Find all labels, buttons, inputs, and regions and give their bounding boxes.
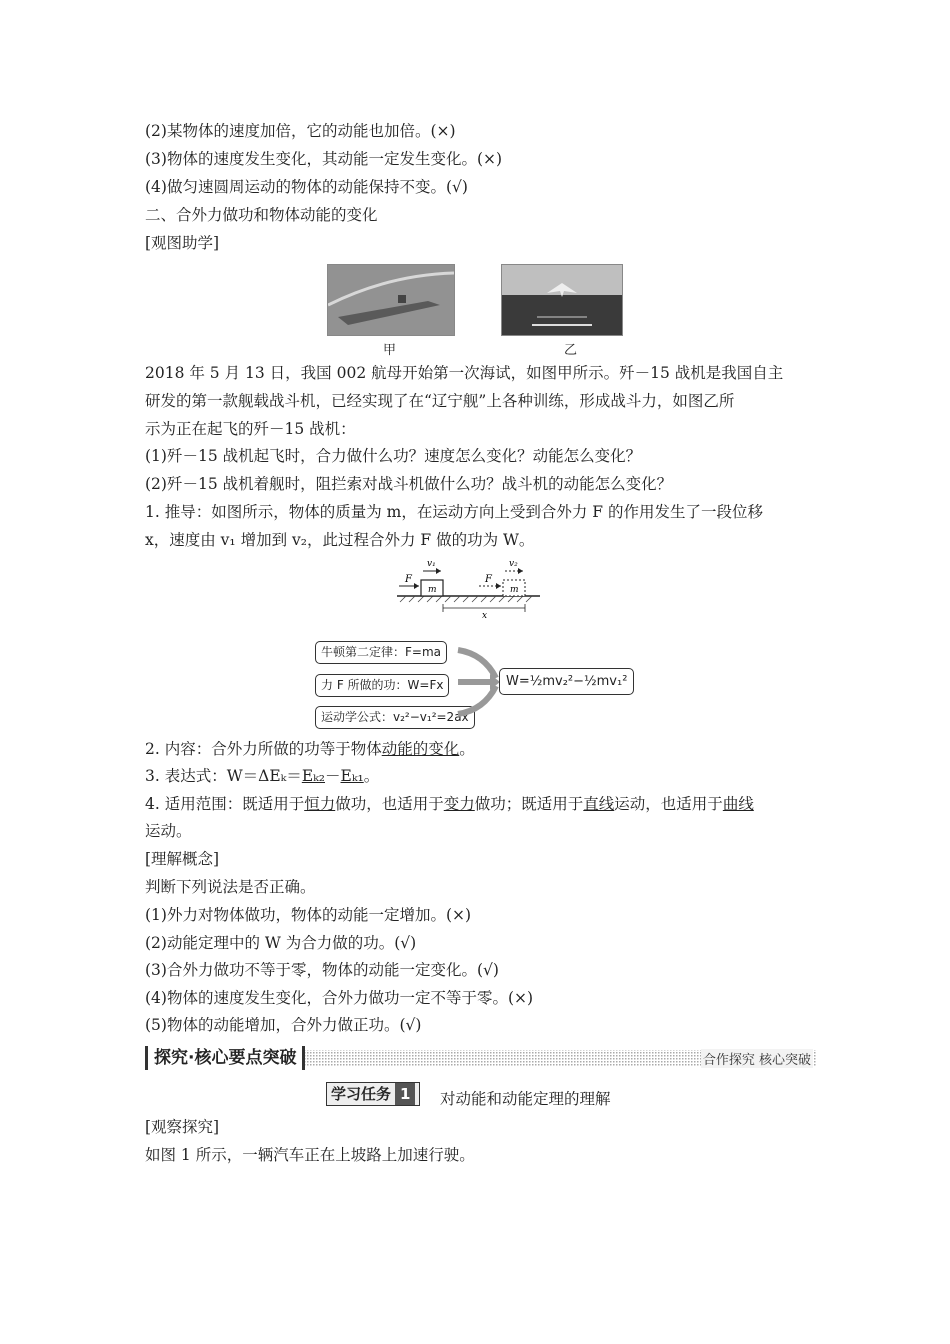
judge-instruction: 判断下列说法是否正确。 [145,878,316,896]
content-line [145,739,475,759]
question-1: (1)歼－15 战机起飞时，合力做什么功？速度怎么变化？动能怎么变化？ [145,447,642,465]
content-suffix: 。 [459,740,475,758]
scope-text-b: 做功，也适用于 [335,795,444,813]
force-label-2: F [485,574,492,585]
task-number: 1 [395,1083,415,1105]
statement-4: (4)做匀速圆周运动的物体的动能保持不变。(√) [145,178,468,196]
content-prefix: 2. 内容：合外力所做的功等于物体 [145,740,382,758]
caption-yi: 乙 [564,343,578,358]
statement-2: (2)某物体的速度加倍，它的动能也加倍。(×) [145,122,456,140]
judge-4: (4)物体的速度发生变化，合外力做功一定不等于零。(×) [145,989,534,1007]
subheading-li-jie: [理解概念] [145,850,220,868]
scope-text-c: 做功；既适用于 [474,795,584,813]
newton-law-box: 牛顿第二定律：F=ma [315,641,447,664]
expression-answer-1: Eₖ₂ [301,767,325,785]
subheading-guan-tu: [观图助学] [145,234,220,252]
expression-suffix: 。 [363,767,380,785]
judge-5: (5)物体的动能增加，合外力做正功。(√) [145,1016,422,1034]
scope-answer-4: 曲线 [722,795,754,813]
displacement-label: x [482,611,488,620]
kinetic-energy-theorem-box: W=½mv₂²−½mv₁² [499,668,634,695]
judge-1: (1)外力对物体做功，物体的动能一定增加。(×) [145,906,472,924]
section-heading: 二、合外力做功和物体动能的变化 [145,206,378,224]
paragraph-line-2: 研发的第一款舰载战斗机，已经实现了在“辽宁舰”上各种训练，形成战斗力，如图乙所 [145,392,735,410]
judge-3: (3)合外力做功不等于零，物体的动能一定变化。(√) [145,961,499,979]
scope-line [145,794,754,814]
scope-answer-2: 变力 [443,795,475,813]
scope-text-d: 运动，也适用于 [614,795,723,813]
force-label-1: F [405,574,412,585]
figure-1-intro: 如图 1 所示，一辆汽车正在上坡路上加速行驶。 [145,1146,475,1164]
kinematics-box: 运动学公式：v₂²−v₁²=2ax [315,706,475,729]
task-title: 对动能和动能定理的理解 [440,1090,611,1108]
section-banner [145,1046,817,1070]
block-motion-diagram [395,556,545,620]
task-tag [326,1082,420,1106]
expression-minus: － [325,767,341,785]
caption-jia: 甲 [383,343,397,358]
mass-label-2: m [510,585,519,595]
scope-text-a: 4. 适用范围：既适用于 [145,795,305,813]
judge-2: (2)动能定理中的 W 为合力做的功。(√) [145,934,417,952]
scope-line-end: 运动。 [145,822,192,840]
question-2: (2)歼－15 战机着舰时，阻拦索对战斗机做什么功？战斗机的动能怎么变化？ [145,475,673,493]
derivation-line-2: x，速度由 v₁ 增加到 v₂，此过程合外力 F 做的功为 W。 [145,531,535,549]
expression-prefix: 3. 表达式：W＝ΔEₖ＝ [145,767,302,785]
banner-right-label: 合作探究 核心突破 [701,1049,813,1068]
work-box: 力 F 所做的功：W=Fx [315,674,449,697]
derivation-line-1: 1. 推导：如图所示，物体的质量为 m，在运动方向上受到合外力 F 的作用发生了一段位移 [145,503,763,521]
task-label: 学习任务 [331,1085,392,1103]
velocity-label-1: v₁ [427,559,436,569]
statement-3: (3)物体的速度发生变化，其动能一定发生变化。(×) [145,150,503,168]
content-answer: 动能的变化 [381,740,460,758]
carrier-photo [327,264,455,336]
paragraph-line-3: 示为正在起飞的歼－15 战机： [145,420,356,438]
mass-label-1: m [428,585,437,595]
velocity-label-2: v₂ [509,559,518,569]
scope-answer-3: 直线 [583,795,615,813]
subheading-guan-cha: [观察探究] [145,1118,220,1136]
banner-title: 探究·核心要点突破 [145,1046,305,1070]
expression-answer-2: Eₖ₁ [340,767,364,785]
flow-arrows [456,644,500,720]
expression-line [145,766,379,786]
scope-answer-1: 恒力 [304,795,336,813]
paragraph-line-1: 2018 年 5 月 13 日，我国 002 航母开始第一次海试，如图甲所示。歼－15 战机是我国自主 [145,364,784,382]
jet-photo [501,264,623,336]
